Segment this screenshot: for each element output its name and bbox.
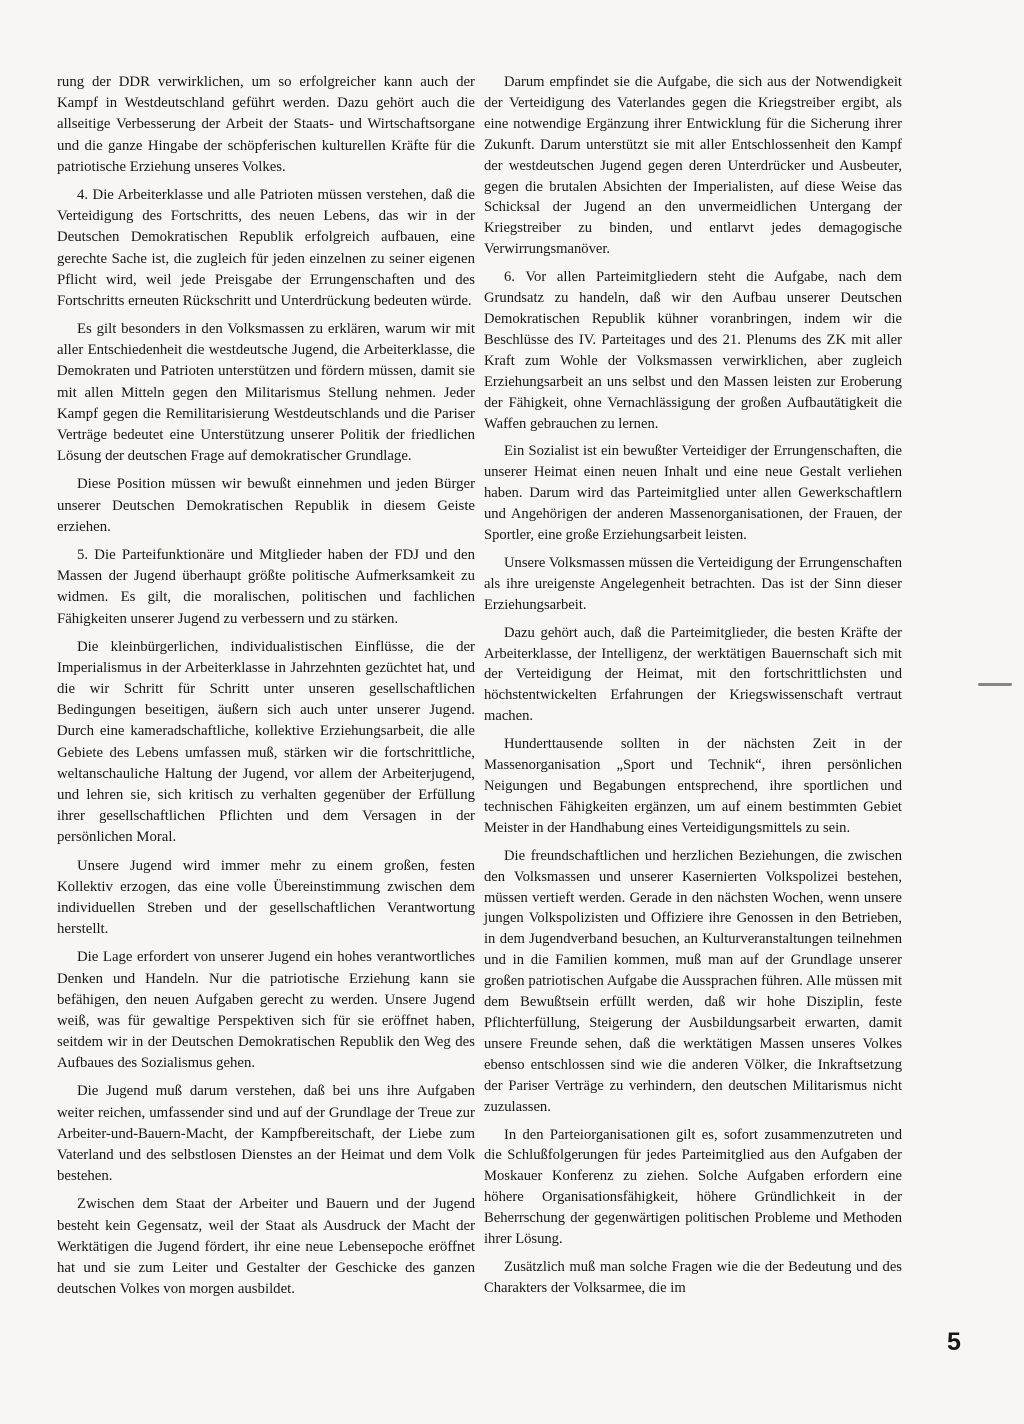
paragraph: 5. Die Parteifunktionäre und Mitglieder haben der FDJ und den Massen der Jugend überhaupt größte politische Aufmerksamkeit zu widmen. Es gilt, die moralischen, politischen und fachlichen Fähigkeiten unserer Jugend zu verbessern und zu stärken. [57,546,475,627]
paragraph: In den Parteiorganisationen gilt es, sofort zusammenzutreten und die Schlußfolgerungen für jedes Parteimitglied aus den Aufgaben der Moskauer Konferenz zu ziehen. Solche Aufgaben erfordern eine höhere Organisationsfähigkeit, höhere Gründlichkeit in der Beherrschung der gegenwärtigen politischen Probleme und Methoden ihrer Lösung. [484,1126,902,1248]
paragraph: Die kleinbürgerlichen, individualistischen Einflüsse, die der Imperialismus in der Arbeiterklasse in Jahrzehnten gezüchtet hat, und die wir Schritt für Schritt unter unseren gesellschaftlichen Bedingungen beseitigen, äußern sich auch unter unserer Jugend. Durch eine kameradschaftliche, kollektive Erziehungsarbeit, die alle Gebiete des Lebens umfassen muß, stärken wir die fortschrittliche, weltanschauliche Haltung der Jugend, vor allem der Arbeiterjugend, und lehren sie, sich kritisch zu verhalten gegenüber der Erfüllung ihrer gesellschaftlichen Pflichten und dem Versagen in der persönlichen Moral. [57,638,475,846]
page-number: 5 [947,1328,961,1356]
paragraph: Die Jugend muß darum verstehen, daß bei uns ihre Aufgaben weiter reichen, umfassender sind und auf der Grundlage der Treue zur Arbeiter-und-Bauern-Macht, der Kampfbereitschaft, der Liebe zum Vaterland und des selbstlosen Dienstes an der Heimat und dem Volk bestehen. [57,1083,475,1185]
paragraph: Diese Position müssen wir bewußt einnehmen und jeden Bürger unserer Deutschen Demokratischen Republik in diesem Geiste erziehen. [57,476,475,535]
paragraph: Die freundschaftlichen und herzlichen Beziehungen, die zwischen den Volksmassen und unserer Kasernierten Volkspolizei bestehen, müssen vertieft werden. Gerade in den nächsten Wochen, wenn unsere jungen Volkspolizisten und Offiziere ihre Genossen in den Betrieben, in dem Jugendverband besuchen, an Kulturveranstaltungen teilnehmen und in die Familien kommen, muß man auf der Grundlage unserer großen patriotischen Aufgabe die Aussprachen führen. Alle müssen mit dem Bewußtsein erfüllt werden, daß wir hohe Disziplin, feste Pflichterfüllung, Steigerung der Ausbildungsarbeit erwarten, damit unsere Freunde sehen, daß die werktätigen Massen unseres Volkes ebenso entschlossen sind wie die anderen Völker, die Inkraftsetzung der Pariser Verträge zu verhindern, den deutschen Militarismus nicht zuzulassen. [484,847,902,1115]
paragraph: Hunderttausende sollten in der nächsten Zeit in der Massenorganisation „Sport und Technik“, ihren persönlichen Neigungen und Begabungen entsprechend, ihre sportlichen und technischen Fähigkeiten ergänzen, um auf einem bestimmten Gebiet Meister in der Handhabung eines Verteidigungsmittels zu sein. [484,736,902,836]
print-mark [978,683,1012,686]
paragraph: Zusätzlich muß man solche Fragen wie die der Bedeutung und des Charakters der Volksarmee, die im [484,1258,902,1296]
paragraph: Unsere Jugend wird immer mehr zu einem großen, festen Kollektiv erzogen, das eine volle Übereinstimmung zwischen dem individuellen Streben und der gesellschaftlichen Verantwortung herstellt. [57,857,475,938]
left-text-column [57,72,475,1307]
paragraph: 6. Vor allen Parteimitgliedern steht die Aufgabe, nach dem Grundsatz zu handeln, daß wir den Aufbau unserer Deutschen Demokratischen Republik kühner voranbringen, indem wir die Beschlüsse des IV. Parteitages und des 21. Plenums des ZK mit aller Kraft zum Wohle der Volksmassen verwirklichen, aber zugleich Erziehungsarbeit an uns selbst und den Massen leisten zur Eroberung der Fähigkeit, ohne Vernachlässigung der großen Aufbautätigkeit die Waffen gebrauchen zu lernen. [484,269,902,432]
paragraph: Unsere Volksmassen müssen die Verteidigung der Errungenschaften als ihre ureigenste Angelegenheit betrachten. Das ist der Sinn dieser Erziehungsarbeit. [484,554,902,613]
paragraph: Darum empfindet sie die Aufgabe, die sich aus der Notwendigkeit der Verteidigung des Vaterlandes gegen die Kriegstreiber ergibt, als eine notwendige Ergänzung ihrer Entwicklung für die Sicherung ihrer Zukunft. Darum unterstützt sie mit aller Entschlossenheit den Kampf der westdeutschen Jugend gegen deren Unterdrücker und Ausbeuter, gegen die brutalen Absichten der Imperialisten, auf diese Weise das Schicksal der Jugend an den unvermeidlichen Untergang der Kriegstreiber zu binden, und entlarvt jedes demagogische Verwirrungsmanöver. [484,74,902,258]
paragraph: Ein Sozialist ist ein bewußter Verteidiger der Errungenschaften, die unserer Heimat einen neuen Inhalt und eine neue Gestalt verliehen haben. Darum wird das Parteimitglied unter allen Gewerkschaftlern und Angehörigen der anderen Massenorganisationen, der Frauen, der Sportler, eine große Erziehungsarbeit leisten. [484,443,902,544]
paragraph: rung der DDR verwirklichen, um so erfolgreicher kann auch der Kampf in Westdeutschland geführt werden. Dazu gehört auch die allseitige Verbesserung der Arbeit der Staats- und Wirtschaftsorgane und die ganze Hingabe der schöpferischen kulturellen Kräfte für die patriotische Erziehung unseres Volkes. [57,74,475,175]
paragraph: Dazu gehört auch, daß die Parteimitglieder, die besten Kräfte der Arbeiterklasse, der Intelligenz, der werktätigen Bauernschaft sich mit der Verteidigung der Heimat, mit den fortschrittlichsten und höchstentwickelten Erfahrungen der Kriegswissenschaft vertraut machen. [484,624,902,725]
paragraph: Es gilt besonders in den Volksmassen zu erklären, warum wir mit aller Entschiedenheit die westdeutsche Jugend, die Arbeiterklasse, die Demokraten und Patrioten unterstützen und fördern müssen, damit sie mit allen Mitteln gegen den Militarismus Stellung nehmen. Jeder Kampf gegen die Remilitarisierung Westdeutschlands und die Pariser Verträge bedeutet eine Unterstützung unserer Politik der friedlichen Lösung der deutschen Frage auf demokratischer Grundlage. [57,321,475,465]
right-text-column [484,72,902,1306]
paragraph: Zwischen dem Staat der Arbeiter und Bauern und der Jugend besteht kein Gegensatz, weil der Staat als Ausdruck der Macht der Werktätigen die Jugend fördert, ihr eine neue Lebensepoche eröffnet hat und sie zum Leiter und Gestalter der Geschicke des ganzen deutschen Volkes von morgen ausbildet. [57,1196,475,1298]
paragraph: 4. Die Arbeiterklasse und alle Patrioten müssen verstehen, daß die Verteidigung des Fortschritts, des neuen Lebens, das wir in der Deutschen Demokratischen Republik erfolgreich aufbauen, eine gerechte Sache ist, die zugleich für jeden einzelnen zu seiner eigenen Pflicht wird, weil jede Preisgabe der Errungenschaften und des Fortschritts erneuten Rückschritt und Unterdrückung bedeuten würde. [57,186,475,309]
paragraph: Die Lage erfordert von unserer Jugend ein hohes verantwortliches Denken und Handeln. Nur die patriotische Erziehung kann sie befähigen, den neuen Aufgaben gerecht zu werden. Unsere Jugend weiß, was für gewaltige Perspektiven sich für sie eröffnet haben, seitdem wir in der Deutschen Demokratischen Republik den Weg des Aufbaues des Sozialismus gehen. [57,949,475,1072]
